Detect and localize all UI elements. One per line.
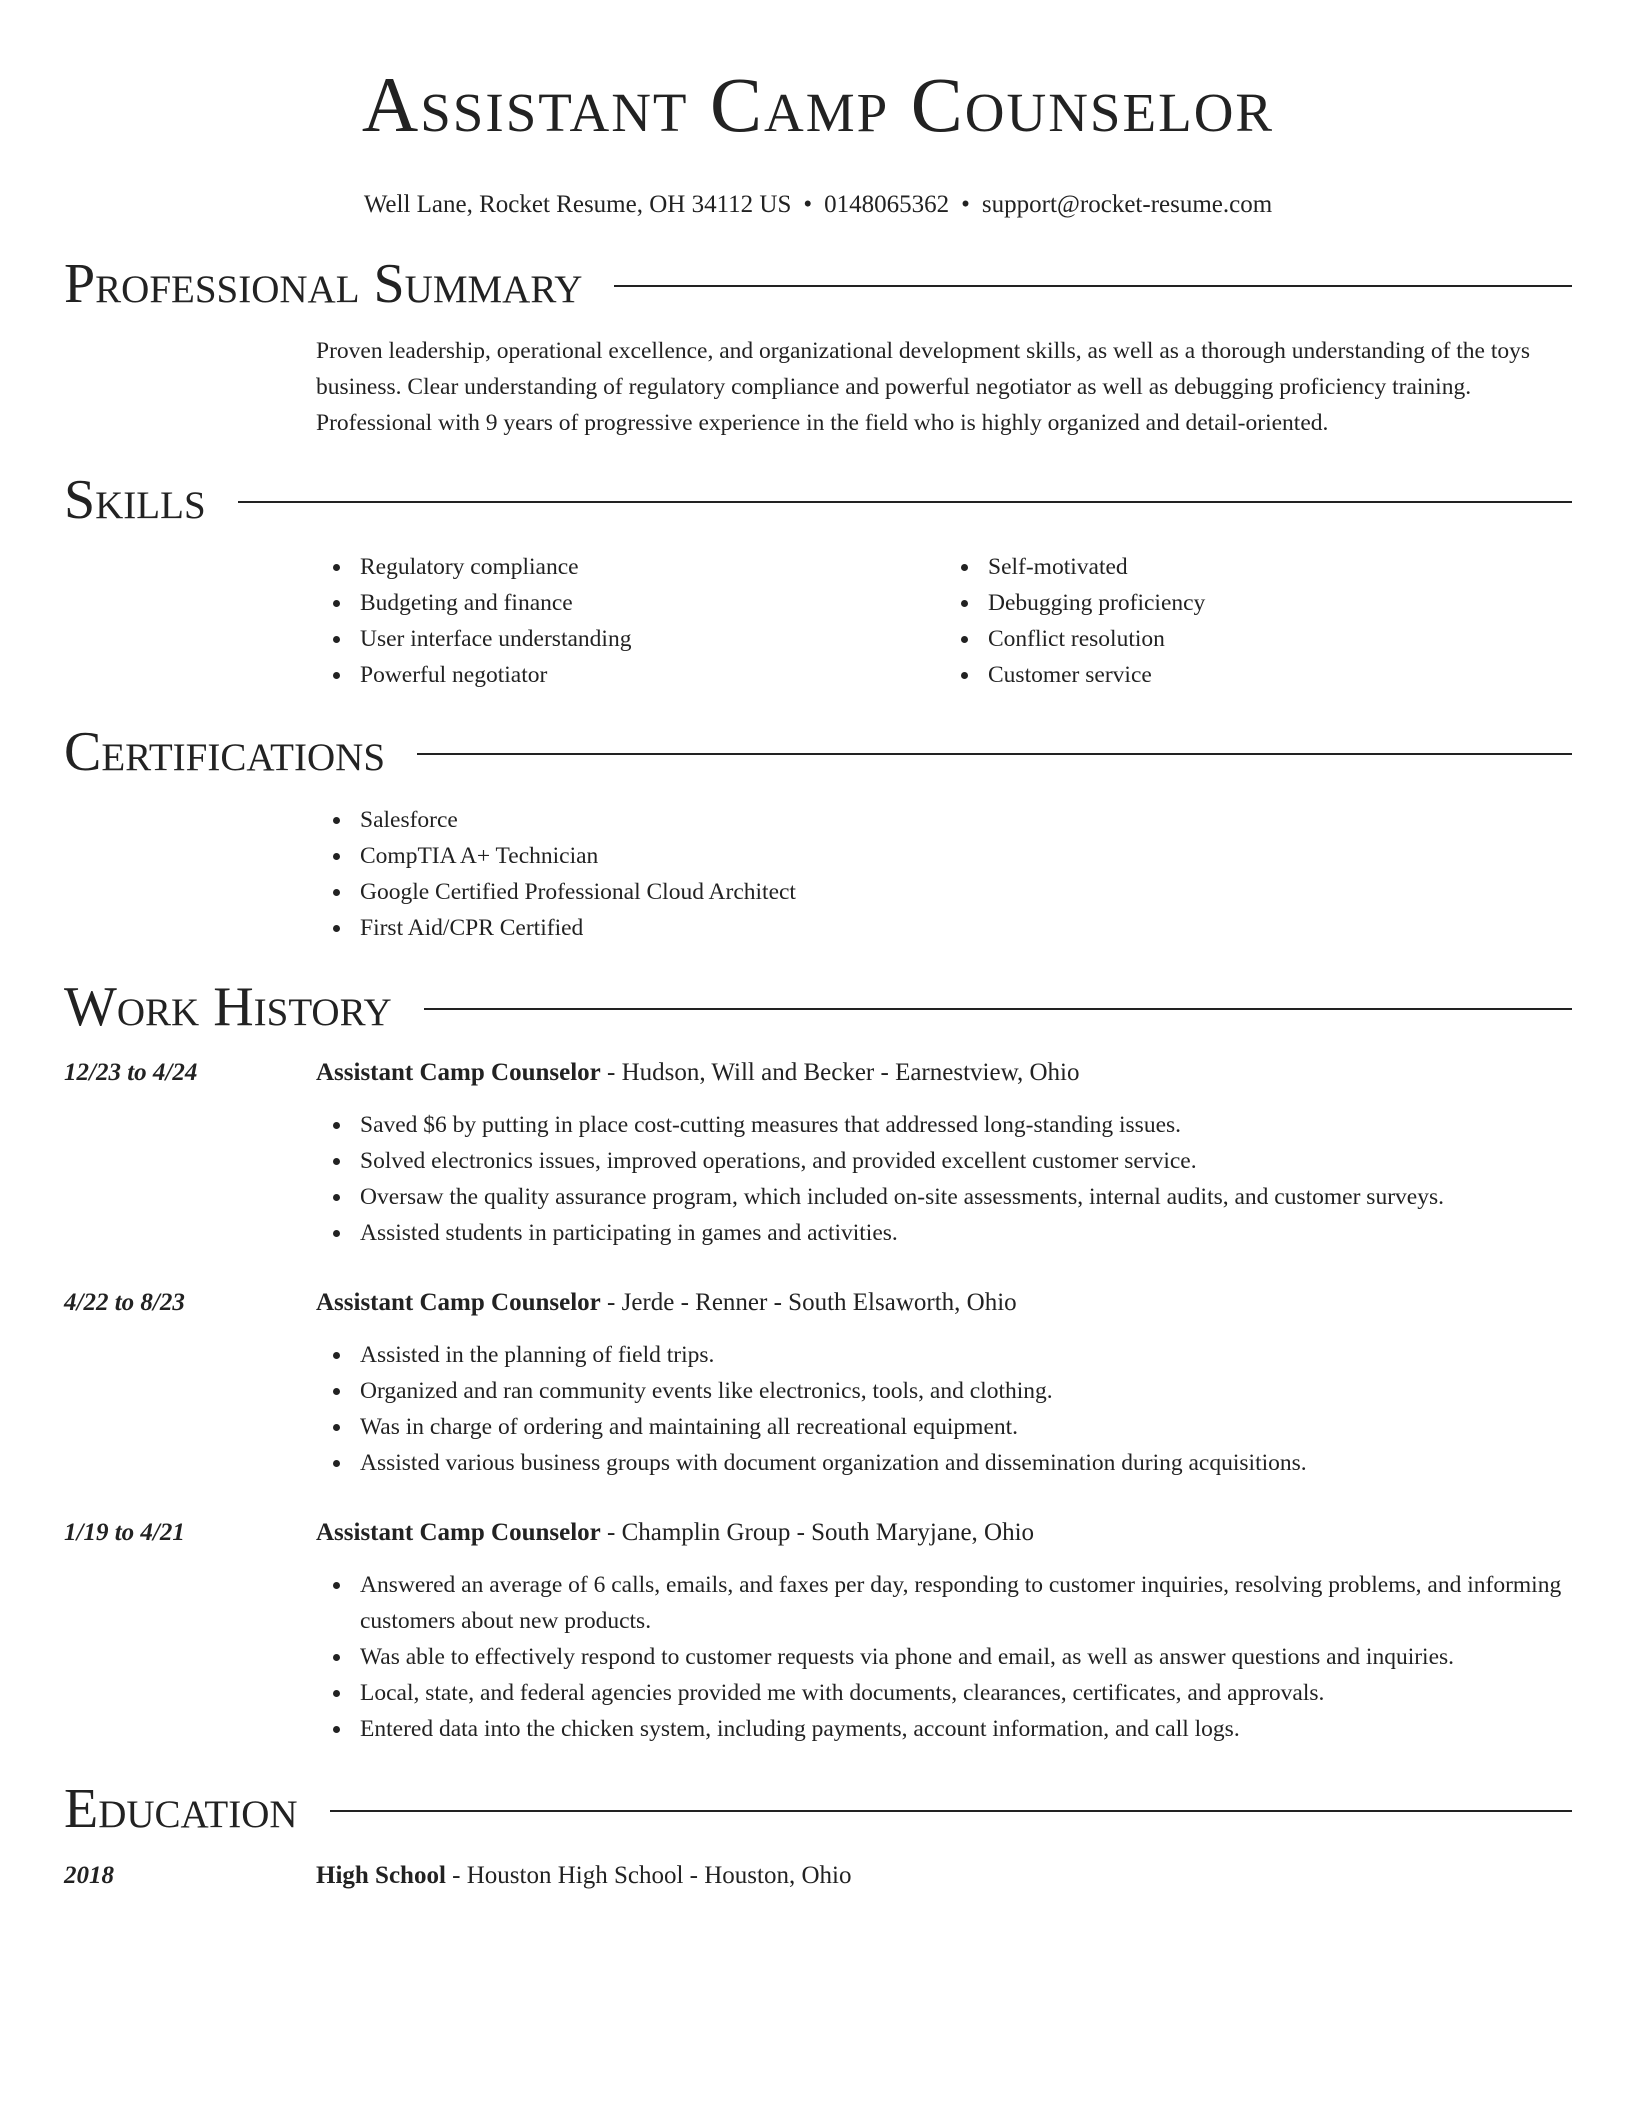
contact-address: Well Lane, Rocket Resume, OH 34112 US [363, 191, 792, 218]
job-bullet: Answered an average of 6 calls, emails, and faxes per day, responding to customer inquiries, resolving problems, and informing customers about new products. [360, 1567, 1572, 1639]
skills-block [64, 549, 1572, 693]
job-employer: - Jerde - Renner - South Elsaworth, Ohio [600, 1289, 1017, 1316]
summary-block [64, 333, 1572, 441]
job-entry [64, 1515, 1572, 1747]
job-title: Assistant Camp Counselor [316, 1519, 601, 1546]
skill-item: Debugging proficiency [988, 585, 1572, 621]
resume-page [64, 0, 1572, 1889]
job-bullet: Assisted students in participating in games and activities. [360, 1215, 1572, 1251]
job-header [64, 1285, 1572, 1321]
section-title-summary: Professional Summary [64, 253, 583, 315]
section-title-skills: Skills [64, 469, 206, 531]
job-title-line [316, 1285, 1017, 1321]
contact-separator: • [803, 191, 813, 218]
job-bullet: Organized and ran community events like electronics, tools, and clothing. [360, 1373, 1572, 1409]
job-entry [64, 1055, 1572, 1251]
certification-item: Google Certified Professional Cloud Architect [360, 874, 1572, 910]
education-header [64, 1858, 1572, 1894]
certification-item: CompTIA A+ Technician [360, 838, 1572, 874]
job-bullets [316, 1107, 1572, 1251]
section-header-summary [64, 252, 1572, 316]
education-year: 2018 [64, 1862, 114, 1889]
contact-separator: • [961, 191, 970, 218]
job-bullet: Was able to effectively respond to customer requests via phone and email, as well as answer questions and inquiries. [360, 1639, 1572, 1675]
section-header-work-history [64, 975, 1572, 1039]
job-header [64, 1515, 1572, 1551]
skills-list-right [944, 549, 1572, 693]
job-employer: - Champlin Group - South Maryjane, Ohio [600, 1519, 1035, 1546]
job-bullet: Local, state, and federal agencies provided me with documents, clearances, certificates, and approvals. [360, 1675, 1572, 1711]
skills-columns [316, 549, 1572, 693]
skill-item: Conflict resolution [988, 621, 1572, 657]
job-bullet: Was in charge of ordering and maintaining all recreational equipment. [360, 1409, 1572, 1445]
contact-email: support@rocket-resume.com [981, 191, 1273, 218]
skill-item: Customer service [988, 657, 1572, 693]
job-title: Assistant Camp Counselor [316, 1059, 601, 1086]
education-entry [64, 1858, 1572, 1894]
skills-list-left [316, 549, 944, 693]
job-dates: 12/23 to 4/24 [64, 1059, 198, 1086]
contact-phone: 0148065362 [824, 191, 950, 218]
education-degree: High School [316, 1862, 446, 1889]
job-bullet: Oversaw the quality assurance program, which included on-site assessments, internal audits, and customer surveys. [360, 1179, 1572, 1215]
summary-text: Proven leadership, operational excellence, and organizational development skills, as well as a thorough understanding of the toys business. Clear understanding of regulatory compliance and powerful negotiator as well as debugging proficiency training. Professional with 9 years of progressive experience in the field who is highly organized and detail-oriented. [316, 338, 1531, 436]
job-title: Assistant Camp Counselor [316, 1289, 601, 1316]
skill-item: Budgeting and finance [360, 585, 944, 621]
section-divider [614, 285, 1572, 287]
section-title-certifications: Certifications [64, 721, 386, 783]
job-bullets [316, 1337, 1572, 1481]
job-title-line [316, 1055, 1080, 1091]
skill-item: Powerful negotiator [360, 657, 944, 693]
job-title-line [316, 1515, 1034, 1551]
job-bullet: Entered data into the chicken system, including payments, account information, and call logs. [360, 1711, 1572, 1747]
job-dates: 4/22 to 8/23 [64, 1289, 185, 1316]
job-bullet: Assisted in the planning of field trips. [360, 1337, 1572, 1373]
job-header [64, 1055, 1572, 1091]
section-divider [424, 1008, 1572, 1010]
section-divider [417, 753, 1572, 755]
contact-line [64, 190, 1572, 220]
education-school: - Houston High School - Houston, Ohio [445, 1862, 852, 1889]
certifications-list [316, 802, 1572, 946]
job-bullet: Saved $6 by putting in place cost-cutting measures that addressed long-standing issues. [360, 1107, 1572, 1143]
section-divider [238, 501, 1572, 503]
skill-item: Regulatory compliance [360, 549, 944, 585]
education-line [316, 1858, 851, 1894]
job-entry [64, 1285, 1572, 1481]
section-header-skills [64, 468, 1572, 532]
section-title-education: Education [64, 1778, 298, 1840]
job-dates: 1/19 to 4/21 [64, 1519, 185, 1546]
section-header-certifications [64, 720, 1572, 784]
resume-name: Assistant Camp Counselor [361, 61, 1275, 148]
job-bullets [316, 1567, 1572, 1747]
job-employer: - Hudson, Will and Becker - Earnestview, Ohio [600, 1059, 1080, 1086]
section-divider [330, 1810, 1572, 1812]
certification-item: Salesforce [360, 802, 1572, 838]
skill-item: Self-motivated [988, 549, 1572, 585]
certification-item: First Aid/CPR Certified [360, 910, 1572, 946]
section-header-education [64, 1777, 1572, 1841]
job-bullet: Assisted various business groups with document organization and dissemination during acquisitions. [360, 1445, 1572, 1481]
section-title-work-history: Work History [64, 976, 392, 1038]
skill-item: User interface understanding [360, 621, 944, 657]
certifications-block [64, 802, 1572, 946]
job-bullet: Solved electronics issues, improved operations, and provided excellent customer service. [360, 1143, 1572, 1179]
